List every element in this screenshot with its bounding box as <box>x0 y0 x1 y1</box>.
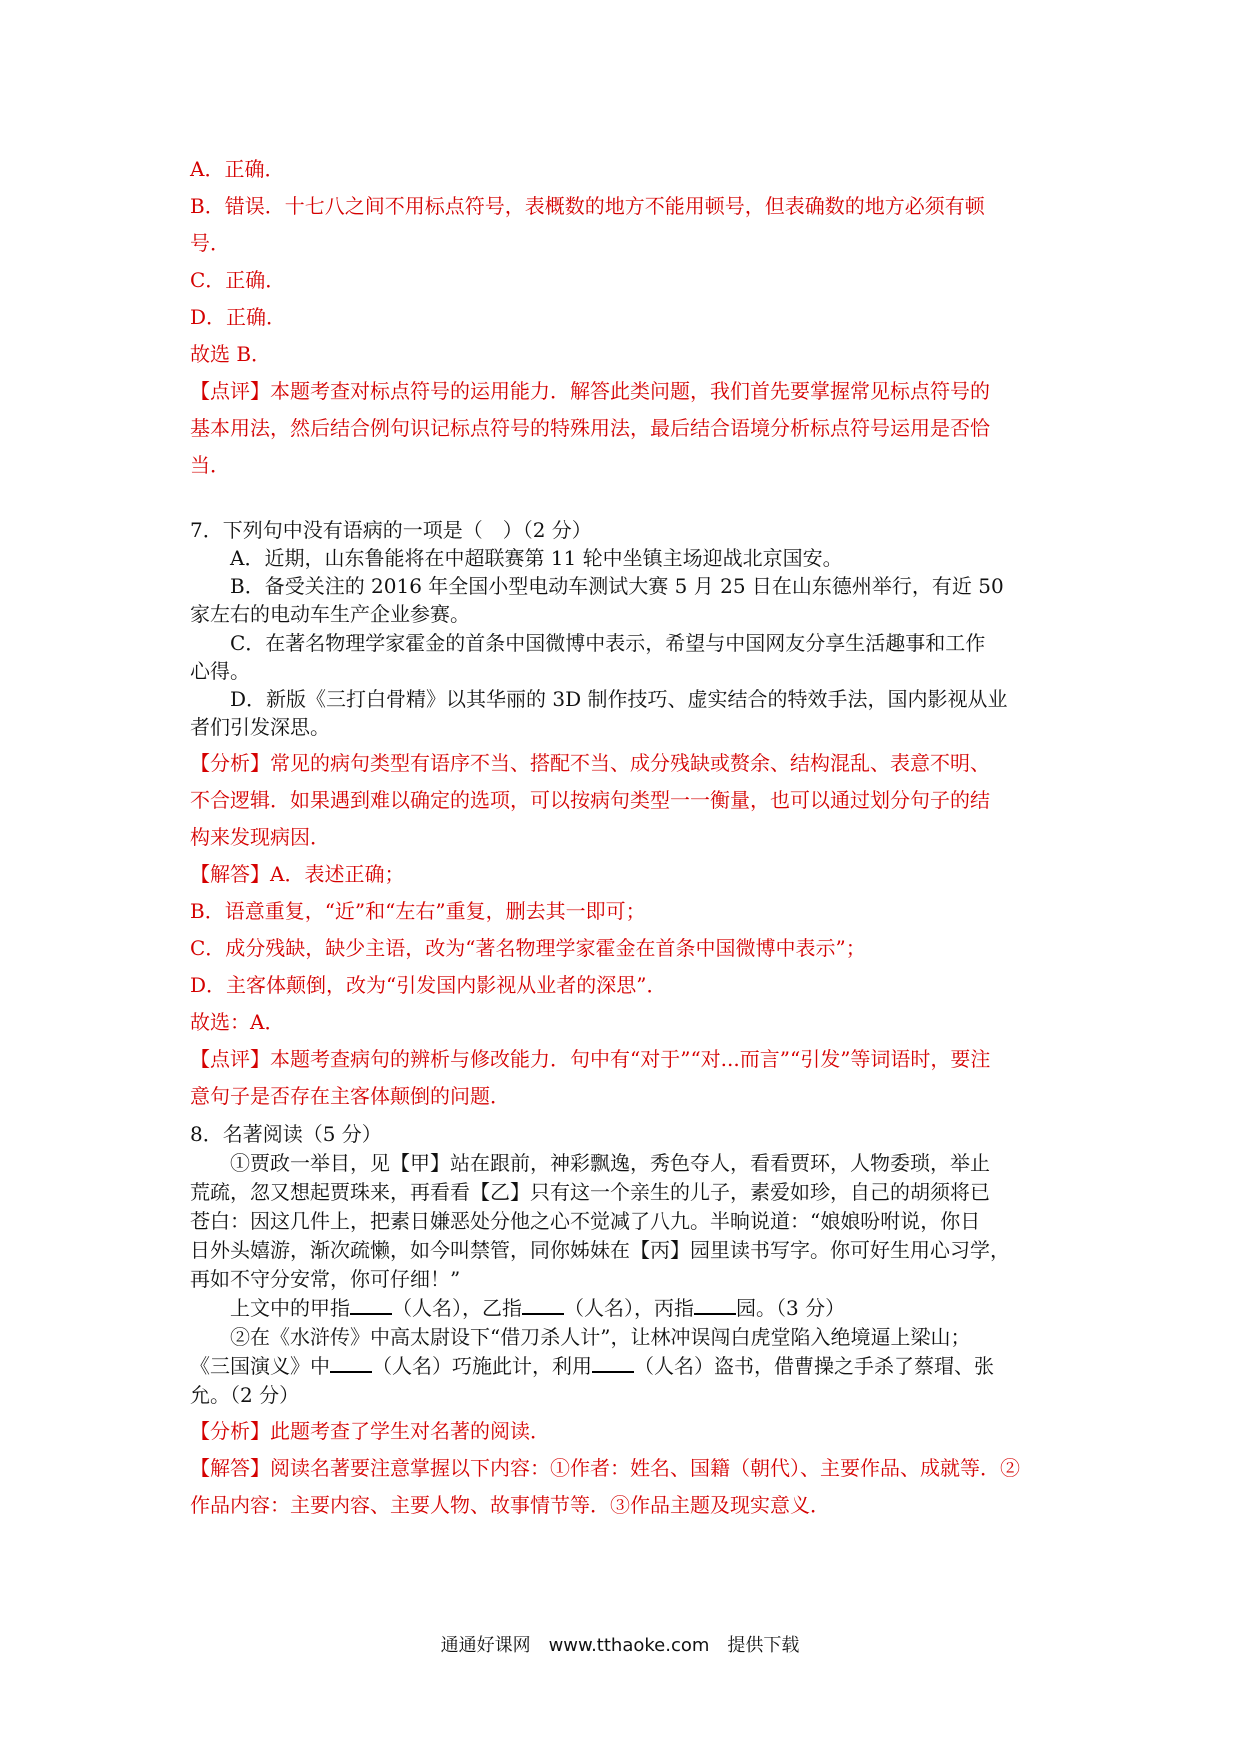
solution-line: D．主客体颠倒，改为“引发国内影视从业者的深思”． <box>190 973 667 997</box>
blank-bing[interactable] <box>694 1295 736 1315</box>
analysis-line: 构来发现病因． <box>190 825 330 849</box>
passage-line: 苍白：因这几件上，把素日嫌恶处分他之心不觉减了八九。半晌说道：“娘娘吩咐说，你日 <box>190 1209 981 1233</box>
blank-person-2[interactable] <box>592 1353 634 1373</box>
answer-line: B．错误．十七八之间不用标点符号，表概数的地方不能用顿号，但表确数的地方必须有顿 <box>190 194 985 218</box>
comment-line: 当． <box>190 453 230 477</box>
comment-line: 【点评】本题考查病句的辨析与修改能力．句中有“对于”“对...而言”“引发”等词语时，要注 <box>190 1047 991 1071</box>
passage-line: 日外头嬉游，渐次疏懒，如今叫禁管，同你姊妹在【丙】园里读书写字。你可好生用心习学， <box>190 1238 1010 1262</box>
solution-line: 作品内容：主要内容、主要人物、故事情节等．③作品主题及现实意义． <box>190 1493 830 1517</box>
question-7-option-c-cont: 心得。 <box>190 659 250 683</box>
comment-line: 基本用法，然后结合例句识记标点符号的特殊用法，最后结合语境分析标点符号运用是否恰 <box>190 416 990 440</box>
question-7-option-b-cont: 家左右的电动车生产企业参赛。 <box>190 602 470 626</box>
answer-line: 号． <box>190 231 230 255</box>
answer-line: 故选 B． <box>190 342 272 366</box>
answer-line: C．正确． <box>190 268 286 292</box>
page-footer: 通通好课网 www.tthaoke.com 提供下载 <box>440 1635 800 1656</box>
choice-line: 故选：A． <box>190 1010 285 1034</box>
solution-line: 【解答】阅读名著要注意掌握以下内容：①作者：姓名、国籍（朝代）、主要作品、成就等．② <box>190 1456 1020 1480</box>
solution-line: B．语意重复，“近”和“左右”重复，删去其一即可； <box>190 899 646 923</box>
question-7-option-c: C．在著名物理学家霍金的首条中国微博中表示，希望与中国网友分享生活趣事和工作 <box>230 631 986 655</box>
comment-line: 【点评】本题考查对标点符号的运用能力．解答此类问题，我们首先要掌握常见标点符号的 <box>190 379 990 403</box>
question-7-option-d-cont: 者们引发深思。 <box>190 715 330 739</box>
answer-line: A．正确． <box>190 157 285 181</box>
passage-line: ②在《水浒传》中高太尉设下“借刀杀人计”，让林冲误闯白虎堂陷入绝境逼上梁山； <box>230 1325 971 1349</box>
passage-line: 允。（2 分） <box>190 1383 300 1407</box>
passage-line: 再如不守分安常，你可仔细！” <box>190 1267 461 1291</box>
question-8-title: 8．名著阅读（5 分） <box>190 1122 382 1146</box>
passage-line: 荒疏，忽又想起贾珠来，再看看【乙】只有这一个亲生的儿子，素爱如珍，自己的胡须将已 <box>190 1180 990 1204</box>
solution-line: 【解答】A．表述正确； <box>190 862 405 886</box>
passage-line: ①贾政一举目，见【甲】站在跟前，神彩飘逸，秀色夺人，看看贾环，人物委琐，举止 <box>230 1151 990 1175</box>
solution-line: C．成分残缺，缺少主语，改为“著名物理学家霍金在首条中国微博中表示”； <box>190 936 866 960</box>
answer-line: D．正确． <box>190 305 287 329</box>
comment-line: 意句子是否存在主客体颠倒的问题． <box>190 1084 510 1108</box>
analysis-line: 【分析】常见的病句类型有语序不当、搭配不当、成分残缺或赘余、结构混乱、表意不明、 <box>190 751 990 775</box>
fill-blank-line-2: 《三国演义》中 （人名）巧施此计，利用 （人名）盗书，借曹操之手杀了蔡瑁、张 <box>190 1354 994 1378</box>
question-7-option-d: D．新版《三打白骨精》以其华丽的 3D 制作技巧、虚实结合的特效手法，国内影视从业 <box>230 687 1008 711</box>
blank-jia[interactable] <box>350 1295 392 1315</box>
analysis-line: 不合逻辑．如果遇到难以确定的选项，可以按病句类型一一衡量，也可以通过划分句子的结 <box>190 788 990 812</box>
question-7-option-a: A．近期，山东鲁能将在中超联赛第 11 轮中坐镇主场迎战北京国安。 <box>230 546 843 570</box>
question-7-title: 7．下列句中没有语病的一项是（ ）（2 分） <box>190 518 592 542</box>
fill-blank-line-1: 上文中的甲指 （人名），乙指 （人名），丙指 园。（3 分） <box>230 1296 846 1320</box>
analysis-line: 【分析】此题考查了学生对名著的阅读． <box>190 1419 550 1443</box>
question-7-option-b: B．备受关注的 2016 年全国小型电动车测试大赛 5 月 25 日在山东德州举行，有近 50 <box>230 574 1004 598</box>
blank-person-1[interactable] <box>330 1353 372 1373</box>
blank-yi[interactable] <box>522 1295 564 1315</box>
